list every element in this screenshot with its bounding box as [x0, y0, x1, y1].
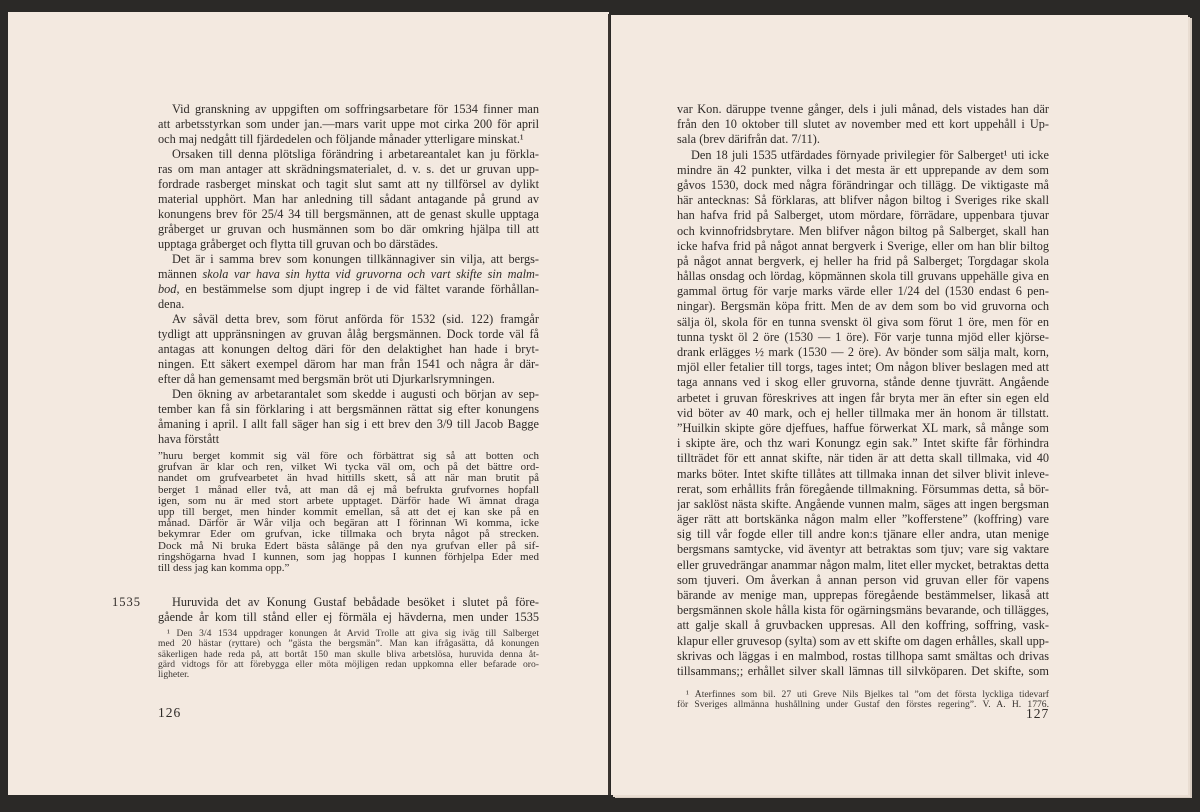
text-line: drank erlägges ½ mark (1530 — 2 öre). Av bönder som sälja malt, korn, [677, 345, 1049, 359]
text-line: taga annans ved i skog eller gruvorna, stånde denne tjuvrätt. Angående [677, 375, 1049, 390]
text-line: fordrade rasberget minskat och tagit slut samt att ny tillförsel av dylikt [158, 177, 539, 191]
text-line: Det är i samma brev som konungen tillkännagiver sin vilja, att bergs- [172, 252, 539, 266]
text-line: Dock må Ni bruka Edert bästa sålänge på den nya grufvan eller på sif- [158, 540, 539, 552]
left-footnote [158, 629, 539, 680]
text-line [158, 267, 539, 282]
text-line: han hafva frid på Salberget, utom mördare, förrädare, uppenbara tjuvar [677, 208, 1049, 223]
text-line: ningar). Bergsmän köpa fritt. Men de av dem som bo vid gruvorna och [677, 299, 1049, 314]
left-body-text [158, 102, 539, 447]
text-line: vid böter av 40 mark, och ej heller tillmaka mer än honom är tillstatt. [677, 405, 1049, 420]
text-line: och maj nedgått till fjärdedelen och följande månader ytterligare minskat.¹ [158, 132, 524, 146]
text-line: Huruvida det av Konung Gustaf bebådade besöket i slutet på före- [172, 595, 539, 609]
text-line: ligheter. [158, 670, 190, 681]
text-line: marks böter. Intet skifte tillåtes att tillmaka innan det silver blivit inleve- [677, 466, 1049, 481]
text-line: bekymrar Eder om grufvan, icke tillmaka och bryta något på strecken. [158, 529, 539, 541]
text-line: Den ökning av arbetarantalet som skedde i augusti och början av sep- [172, 387, 539, 401]
text-line: gärd vidtogs för att förebygga eller möta möjligen redan uppkomna eller befarade oro- [158, 659, 539, 670]
text-line: grufvan är klar och ren, vilket Wi tycka väl om, och på det bättre ord- [158, 462, 539, 474]
text-line: ningen. Ett säkert exempel därom har man från 1541 och några år där- [158, 357, 539, 371]
text-line: sala (brev därifrån dat. 7/11). [677, 132, 820, 147]
text-line: här antecknas: Så förklaras, att blifver någon biltog i Sveriges rike skall [677, 193, 1049, 208]
text-line: och kvinnofridsbrytare. Men blifver någon biltog på Salberget, skall han [677, 223, 1049, 238]
text-line: eller gruvedrängar anammar någon malm, litet eller mycket, betraktas detta [677, 557, 1049, 572]
text-line: som tjuveri. Om åverkan å annan person vid gruvan eller för vapens [677, 572, 1049, 587]
text-line: Orsaken till denna plötsliga förändring i arbetareantalet kan ju förkla- [172, 147, 539, 161]
text-line: mindre än 42 punkter, vilka i det mesta är ett upprepande av dem som [677, 162, 1049, 177]
text-line: att galje skall å gruvbacken uppresas. All den koffring, soffring, vask- [677, 618, 1049, 633]
text-line: antagas att konungen deltog däri för den delaktighet han hade i bryt- [158, 342, 539, 356]
text-line: konungens brev för 25/4 34 till bergsmännen, att de genast skulle upptaga [158, 207, 539, 221]
text-line: mjöl eller fetalier till torgs, tages intet; Om någon bliver beslagen med att [677, 360, 1049, 375]
text-line: Av såväl detta brev, som förut anförda för 1532 (sid. 122) framgår [172, 312, 539, 326]
text-line: berget 1 månad eller två, att man då ej må befrukta grufvornes hopfall [158, 484, 539, 496]
text-line: från den 10 oktober till slutet av november med ett kort uppehåll i Up- [677, 117, 1049, 132]
text-line: ¹ Den 3/4 1534 uppdrager konungen åt Arvid Trolle att giva sig iväg till Salberget [167, 629, 539, 639]
text-line: ”Huilkin skipte göre djeffues, haffue förwerkat XL mark, så månge som [677, 420, 1049, 435]
text-segment: männen [158, 267, 203, 281]
text-line: efter då han gemensamt med bergsmän bröt uti Djurkarlsrymningen. [158, 372, 495, 386]
text-line: sig till vår fogde eller till andre kon:s tjänare eller andra, utan menige [677, 527, 1049, 542]
text-line: ras om man antager att skrädningsmaterialet, d. v. s. det ur gruvan upp- [158, 162, 539, 176]
text-line: ¹ Återfinnes som bil. 27 uti Greve Nils Bjelkes tal ”om det första lyckliga tidevarf [686, 690, 1049, 700]
margin-year: 1535 [112, 595, 141, 609]
italic-text: bod [158, 282, 177, 296]
text-line: rerat, som erhållits från föregående tillmakning. Försummas detta, så bör- [677, 481, 1049, 496]
text-line: dena. [158, 297, 185, 311]
text-line: igen, som nu är med stort arbete upptaget. Därför hade Wi ämnat draga [158, 495, 539, 507]
text-line: nandet om grufvearbetet än hvad hittills skett, så att när man brutit på [158, 473, 539, 485]
text-line: till dess jag kan komma opp.” [158, 562, 290, 574]
text-line: upptaga gråberget och flytta till gruvan och bo därstädes. [158, 237, 439, 251]
text-line: ringshögarna hvad I kunnen, som jag hoppas I kunnen förhjelpa Eder med [158, 551, 539, 563]
text-line: att arbetsstyrkan som under jan.—mars varit uppe mot cirka 200 för april [158, 117, 539, 131]
text-segment: , en bestämmelse som djupt ingrep i de vid fältet varande förhållan- [176, 282, 539, 296]
text-line: Vid granskning av uppgiften om soffringsarbetare för 1534 finner man [172, 102, 539, 116]
text-line: gammal örtug för varje marks värde eller 1/24 del (1530 endast 6 pen- [677, 284, 1049, 299]
text-line [158, 282, 539, 297]
text-line: för Sveriges allmänna hushållning under Gustaf den förstes regering”. V. A. H. 1776. [677, 700, 1049, 711]
closing-paragraph [158, 595, 539, 625]
text-line: upp till berget, men hinder kommit emellan, så att det ej kan ske på en [158, 506, 539, 518]
text-line: med 20 hästar (ryttare) och ”gästa the bergsmän”. Man kan ifrågasätta, då konungen [158, 639, 539, 650]
right-footnote [677, 690, 1049, 711]
text-line: äger rätt att bortskänka någon malm eller ”kofferstene” (koffring) vare [677, 512, 1049, 527]
block-quote [158, 451, 539, 574]
book-gutter [608, 14, 610, 795]
page-number-left: 126 [158, 705, 182, 720]
text-line: material upphört. Man har anledning till sådant antagande på grund av [158, 192, 539, 206]
text-line: bergsmännen skole hålla kista för ogärningsmäns bevarande, och tillägges, [677, 603, 1049, 618]
text-line: tunna tyskt öl 2 öre (1530 — 1 öre). För varje tunna mjöd eller kjörse- [677, 329, 1049, 344]
text-line: tember kan få sin förklaring i att bergsmännen rättat sig efter konungens [158, 402, 539, 416]
text-line: icke hafva frid på något annat bergverk i Sverige, eller om han blir biltog [677, 238, 1049, 253]
text-line: bärande av menige man, upprepas föregående bestämmelser, likaså att [677, 588, 1049, 602]
text-line: jar saklöst nästa skifte. Angående vunnen malm, säges att ingen bergsman [677, 496, 1049, 511]
text-line: gråberget ur gruvan och husmännen som bo där omkring hjälpa till att [158, 222, 539, 236]
text-line: tillsammans;; erhållet silver skall lämnas till silvköparen. Det skifte, som [677, 663, 1049, 678]
text-line: gåvos 1530, dock med några förändringar och tillägg. De viktigaste må [677, 177, 1049, 192]
text-line: tillträdet för ett annat skifte, när tiden är att detta skall tillmaka, vid 40 [677, 451, 1049, 466]
text-line: klapur eller gruvesop (sylta) som av ett skifte om dagen erhålles, skall upp- [677, 633, 1049, 648]
text-line: gående år kom till stånd eller ej förmäla ej hävderna, men under 1535 [158, 610, 539, 624]
text-line: hållas onsdag och lördag, köpmännen skola till gruvans uppehälle giva en [677, 269, 1049, 284]
text-line: var Kon. däruppe tvenne gånger, dels i juli månad, dels vistades han där [677, 102, 1049, 116]
text-line: månad. Därför är Wår vilja och begäran att I förinnan Wi komma, icke [158, 518, 539, 530]
right-body-text [677, 102, 1049, 679]
text-line: skrivas och läggas i en malmbod, rostas tillhopa samt smältas och drivas [677, 648, 1049, 663]
text-line: sälja öl, skola för en tunna svenskt öl giva som förut 1 öre, men för en [677, 314, 1049, 329]
text-line: på något annat bergverk, ej heller ha frid på Salberget; Torgdagar skola [677, 253, 1049, 268]
text-line: bergsmans samtycke, vid äventyr att betraktas som tjuv; vare sig vaktare [677, 542, 1049, 557]
text-line: i skipte äre, och thz wari Konungz egin sak.” Intet skifte får förhindra [677, 436, 1049, 451]
text-line: ”huru berget kommit sig väl före och förbättrat sig så att botten och [158, 451, 539, 462]
text-line: tydligt att uppränsningen av gruvan ålåg bergsmännen. Dock torde väl få [158, 327, 539, 341]
text-line: hava förstått [158, 432, 220, 446]
text-line: Den 18 juli 1535 utfärdades förnyade privilegier för Salberget¹ uti icke [691, 147, 1049, 162]
text-line: säkerligen hade reda på, att bortåt 150 man skulle bliva arbetslösa, huruvida denna åt- [158, 649, 539, 660]
text-line: arbetet i gruvan föreskrives att ingen får bryta mer än efter sin egen eld [677, 390, 1049, 405]
page-number-right: 127 [1026, 706, 1050, 721]
italic-text: skola var hava sin hytta vid gruvorna och vart skifte sin malm- [202, 267, 539, 281]
text-line: åmaning i april. I allt fall säger han sig i ett brev den 3/9 till Jacob Bagge [158, 417, 539, 431]
